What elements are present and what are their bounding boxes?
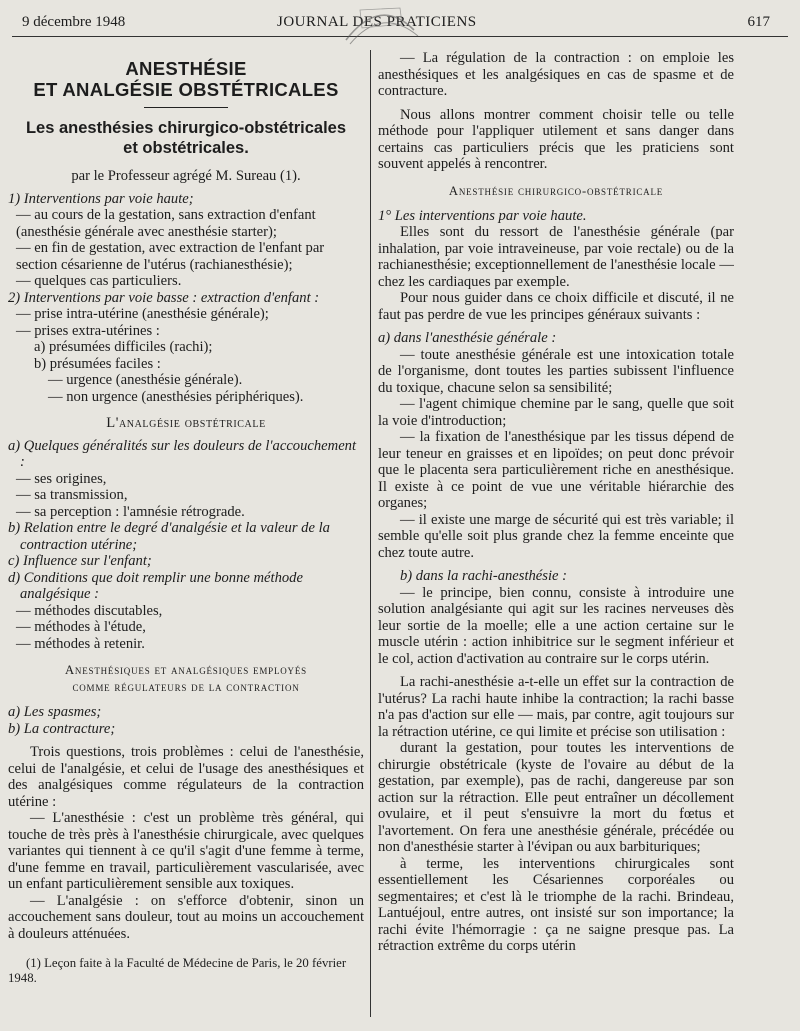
outline-item: — urgence (anesthésie générale).: [48, 372, 243, 388]
section-heading-regulateurs-line2: comme régulateurs de la contraction: [72, 680, 300, 694]
paragraph: Elles sont du ressort de l'anesthésie générale (par inhalation, par voie intraveineuse, par voie rectale) ou de la rachianesthésie; exceptionnellement de l'anesthésie locale — chez les cardiaques par exemple.: [378, 224, 734, 290]
outline-item: a) Quelques généralités sur les douleurs de l'accouchement :: [8, 437, 357, 470]
column-divider: [370, 50, 371, 1017]
article-title-line1: ANESTHÉSIE: [125, 58, 247, 79]
paragraph: Pour nous guider dans ce choix difficile et discuté, il ne faut pas perdre de vue les principes généraux suivants :: [378, 290, 734, 323]
outline-item: — quelques cas particuliers.: [16, 273, 182, 289]
outline-item: — ses origines,: [16, 470, 107, 487]
outline-item: — prise intra-utérine (anesthésie générale);: [16, 306, 269, 322]
outline-item: — prises extra-utérines :: [16, 322, 160, 339]
paragraph: La rachi-anesthésie a-t-elle un effet sur la contraction de l'utérus? La rachi haute inhibe la contraction; la rachi basse n'a pas d'action sur elle — mais, par contre, agit toujours sur la rétraction utérine, ce qui limite et précise son utilisation :: [378, 674, 734, 740]
outline-item: — méthodes discutables,: [16, 602, 163, 619]
section-heading-analgesie: L'analgésie obstétricale: [106, 415, 266, 431]
paragraph: — il existe une marge de sécurité qui est très variable; il semble qu'elle soit plus grande chez la femme enceinte que chez toute autre.: [378, 511, 734, 561]
paragraph: — l'agent chimique chemine par le sang, quelle que soit la voie d'introduction;: [378, 396, 734, 429]
outline-item: b) présumées faciles :: [34, 355, 161, 372]
outline-item: — en fin de gestation, avec extraction de l'enfant par section césarienne de l'utérus (rachianesthésie);: [16, 240, 325, 273]
article-title-line2: ET ANALGÉSIE OBSTÉTRICALES: [33, 79, 339, 100]
paragraph: à terme, les interventions chirurgicales sont essentiellement les Césariennes corporéales ou segmentaires; et c'est là le triomphe de la rachi. Brindeau, Lantuéjoul, entre autres, ont insisté sur son importance; la rachi évite l'hémorragie : ça ne saigne presque pas. La rétraction extrême du corps utérin: [378, 855, 734, 954]
subheading-rachi-anesthesie: b) dans la rachi-anesthésie :: [400, 568, 567, 584]
outline-item: — non urgence (anesthésies périphériques).: [48, 388, 304, 405]
paragraph: Nous allons montrer comment choisir telle ou telle méthode pour l'appliquer utilement et sans danger dans certains cas particuliers précis que les praticiens sont souvent appelés à rencontrer.: [378, 106, 734, 172]
outline-item: b) Relation entre le degré d'analgésie et la valeur de la contraction utérine;: [8, 520, 330, 553]
outline-item: c) Influence sur l'enfant;: [8, 553, 152, 569]
paragraph: durant la gestation, pour toutes les interventions de chirurgie obstétricale (kyste de l'ovaire au début de la gestation, par exemple), pas de rachi, dangereuse par son action sur la rétraction. Elle peut entraîner un décollement ovulaire, et il peut s'ensuivre la mort du fœtus et l'avortement. On fera une anesthésie générale, précédée ou non d'anesthésie starter à l'évipan ou aux barbituriques;: [378, 740, 734, 855]
paragraph: — toute anesthésie générale est une intoxication totale de l'organisme, dont toutes les parties subissent l'influence du toxique, chacune selon sa sensibilité;: [378, 346, 734, 396]
header-journal-title: JOURNAL DES PRATICIENS: [277, 14, 477, 30]
outline-item: — sa transmission,: [16, 487, 128, 503]
outline-item: — méthodes à l'étude,: [16, 619, 146, 635]
outline-item: 1) Interventions par voie haute;: [8, 190, 194, 207]
outline-item: — méthodes à retenir.: [16, 635, 145, 652]
outline-item: d) Conditions que doit remplir une bonne méthode analgésique :: [8, 569, 303, 602]
outline-analgesie: [8, 438, 364, 653]
section-heading-regulateurs: [8, 662, 364, 696]
paragraph: — La régulation de la contraction : on emploie les anesthésiques et les analgésiques en cas de spasme et de contracture.: [378, 50, 734, 99]
title-rule: [144, 107, 228, 108]
author-byline: par le Professeur agrégé M. Sureau (1).: [71, 168, 301, 184]
subheading-anesthesie-generale: a) dans l'anesthésie générale :: [378, 330, 557, 346]
outline-item: a) présumées difficiles (rachi);: [34, 339, 213, 355]
paragraph: — L'analgésie : on s'efforce d'obtenir, sinon un accouchement sans douleur, tout au moins un accouchement à douleurs atténuées.: [8, 892, 364, 942]
outline-regulateurs: [8, 704, 364, 737]
paragraph: Trois questions, trois problèmes : celui de l'anesthésie, celui de l'analgésie, et celui de l'usage des anesthésiques et des analgésiques comme régulateurs de la contraction utérine :: [8, 744, 364, 810]
article-subtitle-line1: Les anesthésies chirurgico-obstétricales: [25, 119, 347, 137]
outline-item: b) La contracture;: [8, 720, 116, 737]
outline-item: 2) Interventions par voie basse : extraction d'enfant :: [8, 289, 320, 306]
paragraph: — L'anesthésie : c'est un problème très général, qui touche de très près à l'anesthésie chirurgicale, avec quelques variantes qui tiennent à ce qu'il s'agit d'une femme à terme, d'une femme en travail, particulièrement vascularisée, avec un enfant particulièrement sensible aux toxiques.: [8, 810, 364, 892]
outline-item: a) Les spasmes;: [8, 704, 102, 720]
section-heading-chirurgico: Anesthésie chirurgico-obstétricale: [448, 183, 664, 198]
paragraph: — le principe, bien connu, consiste à introduire une solution analgésiante qui agit sur les racines nerveuses dès leur sortie de la moelle; elle a une action certaine sur le muscle utérin : action inhibitrice sur le segment inférieur et le col, action d'activation au contraire sur le corps utérin.: [378, 584, 734, 667]
footnote: (1) Leçon faite à la Faculté de Médecine de Paris, le 20 février 1948.: [8, 956, 347, 985]
section-heading-regulateurs-line1: Anesthésiques et analgésiques employés: [65, 663, 307, 677]
header-date: 9 décembre 1948: [22, 14, 126, 30]
subheading-voie-haute: 1° Les interventions par voie haute.: [378, 207, 587, 224]
outline-item: — sa perception : l'amnésie rétrograde.: [16, 503, 245, 520]
outline-interventions: [8, 191, 364, 406]
paragraph: — la fixation de l'anesthésique par les tissus dépend de leur teneur en graisses et en lipoïdes; on peut donc prévoir que le placenta sera particulièrement riche en anesthésique. Il existe à ce point de vue une véritable hiérarchie des organes;: [378, 429, 734, 511]
article-subtitle-line2: et obstétricales.: [123, 139, 249, 157]
left-column: [8, 50, 364, 1023]
article-title: [8, 58, 364, 100]
outline-item: — au cours de la gestation, sans extraction d'enfant (anesthésie générale avec anesthésie starter);: [16, 207, 316, 240]
right-column: [378, 50, 734, 1023]
library-stamp: [340, 0, 420, 46]
article-subtitle: [8, 118, 364, 158]
header-page-number: 617: [747, 14, 770, 30]
